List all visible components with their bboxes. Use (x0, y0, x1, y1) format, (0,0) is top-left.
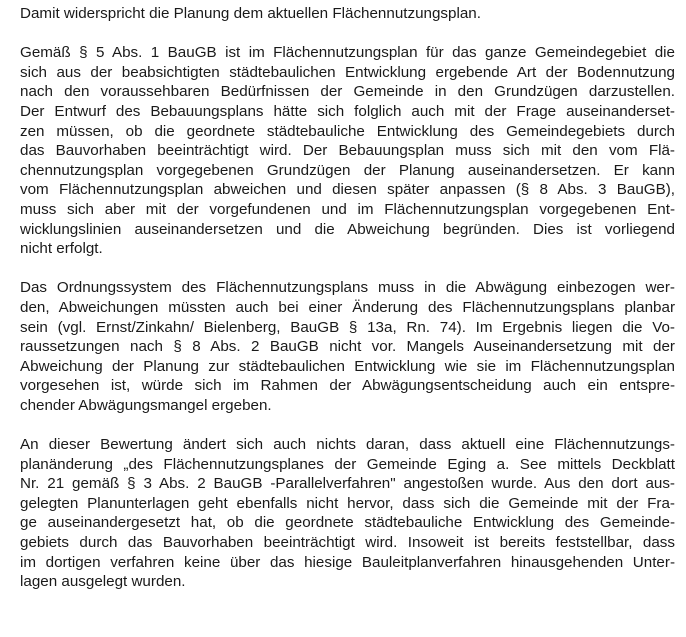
text-line: planänderung „des Flächennutzungsplanes der Gemeinde Eging a. See mittels Deckblatt (20, 455, 675, 473)
text-line: sein (vgl. Ernst/Zinkahn/ Bielenberg, BauGB § 13a, Rn. 74). Im Ergebnis liegen die Vo- (20, 318, 675, 336)
text-line: muss sich aber mit der vorgefundenen und im Flächennutzungsplan vorgegebenen Ent- (20, 200, 675, 218)
text-line: Gemäß § 5 Abs. 1 BauGB ist im Flächennutzungsplan für das ganze Gemeindegebiet die (20, 44, 675, 62)
text-line: chennutzungsplan vorgegebenen Grundzügen der Planung auseinandersetzen. Er kann (20, 161, 675, 179)
paragraph-1 (20, 4, 675, 24)
text-line: Das Ordnungssystem des Flächennutzungsplans muss in die Abwägung einbezogen wer- (20, 279, 675, 297)
text-line: lagen ausgelegt wurden. (20, 573, 186, 591)
text-line: Damit widerspricht die Planung dem aktuellen Flächennutzungsplan. (20, 5, 481, 22)
text-line: gelegten Planunterlagen geht ebenfalls nicht hervor, dass sich die Gemeinde mit der Fra- (20, 494, 675, 512)
text-line: vom Flächennutzungsplan abweichen und diesen später anpassen (§ 8 Abs. 3 BauGB), (20, 181, 675, 199)
paragraph-2 (20, 43, 675, 259)
text-line: An dieser Bewertung ändert sich auch nichts daran, dass aktuell eine Flächennutzungs- (20, 436, 675, 454)
text-line: den, Abweichungen müssten auch bei einer Änderung des Flächennutzungsplans planbar (20, 298, 675, 316)
text-line: Der Entwurf des Bebauungsplans hätte sich folglich auch mit der Frage auseinanderset- (20, 102, 675, 120)
paragraph-3 (20, 278, 675, 415)
text-line: nach den voraussehbaren Bedürfnissen der Gemeinde in den Grundzügen darzustellen. (20, 83, 675, 101)
text-line: wicklungslinien auseinandersetzen und die Abweichung begründen. Dies ist vorliegend (20, 220, 675, 238)
text-line: sich aus der beabsichtigten städtebaulichen Entwicklung ergebende Art der Bodennutzung (20, 63, 675, 81)
text-line: chender Abwägungsmangel ergeben. (20, 396, 272, 414)
text-line: das Bauvorhaben beeinträchtigt wird. Der Bebauungsplan muss sich mit den vom Flä- (20, 142, 675, 160)
text-line: im dortigen verfahren keine über das hiesige Bauleitplanverfahren hinausgehenden Unter- (20, 553, 675, 571)
document-page (20, 4, 675, 592)
text-line: Nr. 21 gemäß § 3 Abs. 2 BauGB -Parallelverfahren" angestoßen wurde. Aus den dort aus- (20, 475, 675, 493)
paragraph-4 (20, 435, 675, 592)
text-line: gebiets durch das Bauvorhaben beeinträchtigt wird. Insoweit ist bereits feststellbar, dass (20, 534, 675, 552)
text-line: zen müssen, ob die geordnete städtebauliche Entwicklung des Gemeindegebiets durch (20, 122, 675, 140)
text-line: vorgesehen ist, würde sich im Rahmen der Abwägungsentscheidung auch ein entspre- (20, 377, 675, 395)
text-line: ge auseinandergesetzt hat, ob die geordnete städtebauliche Entwicklung des Gemeinde- (20, 514, 675, 532)
text-line: Abweichung der Planung zur städtebaulichen Entwicklung wie sie im Flächennutzungsplan (20, 357, 675, 375)
text-line: raussetzungen nach § 8 Abs. 2 BauGB nicht vor. Mangels Auseinandersetzung mit der (20, 338, 675, 356)
text-line: nicht erfolgt. (20, 240, 103, 258)
